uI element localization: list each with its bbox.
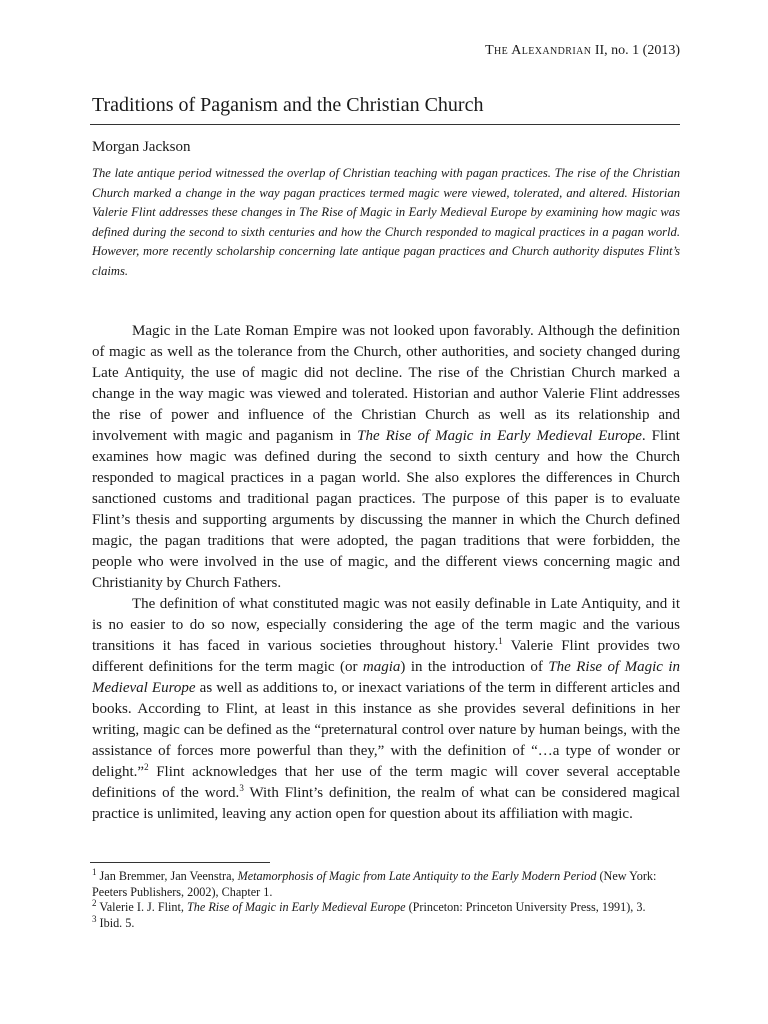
footnote-text: Valerie I. J. Flint, [96, 900, 187, 915]
article-title: Traditions of Paganism and the Christian Church [92, 94, 484, 116]
footnote-text: (New York: Peeters Publishers, 2002), Chapter 1. [92, 869, 657, 899]
footnote-number: 3 [92, 913, 97, 924]
footnote-2 [92, 900, 680, 916]
p2-text-e: Flint acknowledges that her use of the term magic will cover several acceptable definitions of the word. [92, 764, 680, 801]
footnote-ref-3[interactable]: 3 [239, 783, 244, 793]
p1-book-title: The Rise of Magic in Early Medieval Europe [357, 428, 642, 444]
footnote-ref-2[interactable]: 2 [144, 762, 149, 772]
p1-text-a: Magic in the Late Roman Empire was not looked upon favorably. Although the definition of magic as well as the tolerance from the Church, other authorities, and society changed during Late Antiquity, the use of magic did not decline. The rise of the Christian Church marked a change in the way magic was viewed and tolerated. Historian and author Valerie Flint addresses the rise of power and influence of the Christian Church as well as its relationship and involvement with magic and paganism in [92, 323, 680, 444]
article-body [92, 321, 680, 825]
p2-text-c: ) in the introduction of [400, 659, 549, 675]
p2-text-a: The definition of what constituted magic was not easily definable in Late Antiquity, and it is no easier to do so now, especially considering the age of the term magic and the various transitions it has faced in various societies throughout history. [92, 596, 680, 654]
footnote-text: Jan Bremmer, Jan Veenstra, [96, 869, 238, 883]
footnote-ref-1[interactable]: 1 [498, 636, 503, 646]
journal-name: The Alexandrian [485, 43, 592, 58]
p2-text-b: Valerie Flint provides two different definitions for the term magic (or [92, 638, 680, 675]
footnotes [92, 866, 680, 931]
p2-book-title: The Rise of Magic in Medieval Europe [92, 659, 681, 696]
footnote-title: The Rise of Magic in Early Medieval Europe [187, 900, 406, 915]
author-name: Morgan Jackson [92, 139, 191, 155]
p2-magia: magia [362, 659, 401, 675]
p2-text-f: With Flint’s definition, the realm of what can be considered magical practice is unlimited, leaving any action open for question about its affiliation with magic. [92, 785, 680, 822]
paragraph-2 [92, 594, 680, 825]
journal-issue: II, no. 1 (2013) [591, 43, 680, 58]
footnote-title: Metamorphosis of Magic from Late Antiquity to the Early Modern Period [237, 869, 597, 883]
p2-text-d: as well as additions to, or inexact variations of the term in different articles and books. According to Flint, at least in this instance as she provides several definitions in her writing, magic can be defined as the “preternatural control over nature by human beings, with the assistance of forces more powerful than they,” with the definition of “…a type of wonder or delight.” [92, 680, 680, 780]
abstract: The late antique period witnessed the overlap of Christian teaching with pagan practices. The rise of the Christian Church marked a change in the way pagan practices termed magic were viewed, tolerated, and altered. Historian Valerie Flint addresses these changes in The Rise of Magic in Early Medieval Europe by examining how magic was defined during the second to sixth centuries and how the Church responded to magical practices in a pagan world. However, more recently scholarship concerning late antique pagan practices and Church authority disputes Flint’s claims. [92, 166, 680, 278]
title-rule [90, 124, 680, 125]
footnote-text: Ibid. 5. [96, 915, 135, 930]
footnote-rule [90, 862, 270, 863]
p1-text-b: . Flint examines how magic was defined during the second to sixth century and how the Church responded to magical practices in a pagan world. She also explores the differences in Church sanctioned customs and traditional pagan practices. The purpose of this paper is to evaluate Flint’s thesis and supporting arguments by discussing the manner in which the Church defined magic, the pagan traditions that were adopted, the pagan traditions that were forbidden, the people who were involved in the use of magic, and the different views concerning magic and Christianity by Church Fathers. [92, 428, 680, 591]
footnote-1 [92, 866, 680, 900]
footnote-number: 1 [92, 866, 97, 877]
footnote-text: (Princeton: Princeton University Press, 1991), 3. [405, 900, 646, 915]
footnote-number: 2 [92, 898, 97, 909]
footnote-3 [92, 913, 680, 932]
running-header [485, 44, 680, 58]
paragraph-1 [92, 321, 680, 594]
